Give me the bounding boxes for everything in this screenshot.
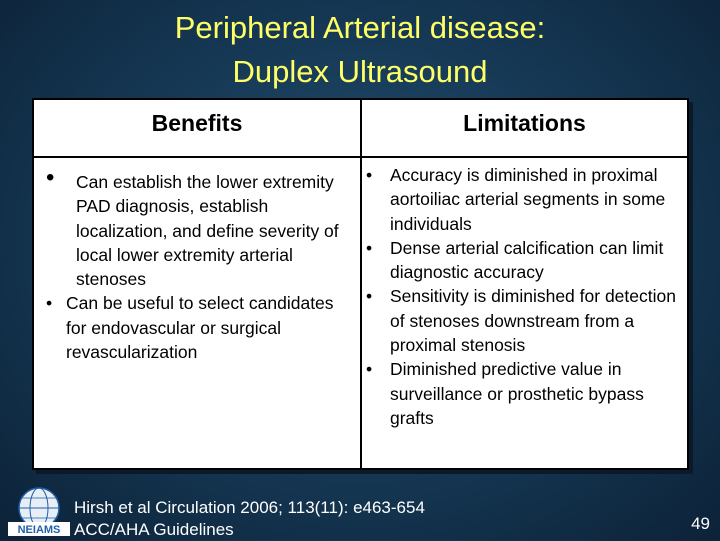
benefits-list (46, 164, 358, 364)
title-line-2: Duplex Ultrasound (232, 54, 488, 89)
niams-logo-icon (8, 486, 70, 536)
header-limitations: Limitations (463, 110, 586, 136)
logo-text: NEIAMS (17, 524, 61, 536)
limitations-list (366, 163, 686, 430)
bullet-icon: • (366, 286, 373, 307)
list-item (46, 291, 358, 364)
list-item (46, 164, 358, 291)
citation (74, 497, 425, 541)
bullet-icon: • (366, 237, 373, 258)
page-number: 49 (691, 514, 710, 533)
bullet-icon: • (366, 359, 373, 380)
list-item (366, 284, 686, 357)
column-divider (360, 100, 362, 468)
slide-title (0, 6, 720, 94)
header-benefits: Benefits (151, 110, 243, 136)
bullet-icon: • (366, 165, 373, 185)
citation-line-2: ACC/AHA Guidelines (74, 520, 234, 539)
limitation-text: Dense arterial calcification can limit diagnostic accuracy (390, 237, 664, 283)
globe-icon (8, 486, 70, 536)
benefit-text: Can be useful to select candidates for endovascular or surgical revascularization (66, 293, 334, 363)
limitation-text: Diminished predictive value in surveillance or prosthetic bypass grafts (390, 359, 644, 428)
bullet-icon: • (46, 164, 55, 191)
benefits-limitations-table (32, 98, 689, 470)
list-item (366, 163, 686, 236)
list-item (366, 236, 686, 285)
limitation-text: Sensitivity is diminished for detection of stenoses downstream from a proximal stenosis (390, 286, 676, 356)
bullet-icon: • (46, 293, 53, 314)
limitation-text: Accuracy is diminished in proximal aortoiliac arterial segments in some individuals (390, 165, 666, 234)
citation-line-1: Hirsh et al Circulation 2006; 113(11): e463-654 (74, 498, 425, 517)
list-item (366, 357, 686, 430)
title-line-1: Peripheral Arterial disease: (174, 10, 546, 45)
benefit-text: Can establish the lower extremity PAD diagnosis, establish localization, and define severity of local lower extremity arterial stenoses (76, 172, 339, 290)
